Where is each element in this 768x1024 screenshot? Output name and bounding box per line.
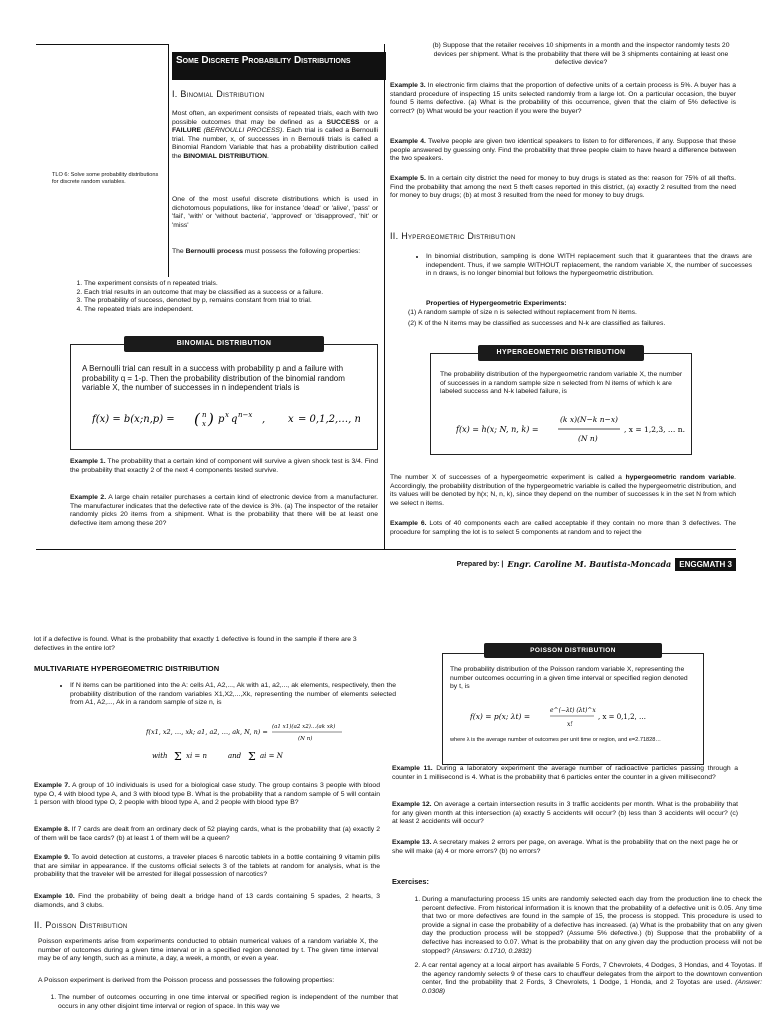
svg-text:Σ: Σ	[174, 750, 182, 763]
exercise-item: 1. During a manufacturing process 15 units are randomly selected each day from the production line to check the percent defective. From historical information it is known that the probability of a defective unit is 0.05. Any time that two or more defectives are found in the sample of 15, the process is stopped. This procedure is used to provide a signal in case the probability of a defective has increased. (a) What is the probability that on any given day the production process will be stopped? (Assume 5% defective.) (b) Suppose that the probability of a defective has increased to 0.07. What is the probability that on any given day the production process will not be stopped? (Answers: 0.1710, 0.2832)	[422, 896, 762, 956]
hypergeometric-prop-2: (2) K of the N items may be classified as successes and N-k are classified as failures.	[408, 320, 666, 327]
list-item: 1. The experiment consists of n repeated trials.	[84, 280, 404, 289]
svg-text:f(x) = h(x; N, n, k) =: f(x) = h(x; N, n, k) =	[456, 425, 539, 434]
example-1: Example 1. The probability that a certain kind of component will survive a given shock test is 3/4. Find the probability that exactly 2 of the next 4 components tested survive.	[70, 458, 378, 474]
list-item: 3. The probability of success, denoted by p, remains constant from trial to trial.	[84, 297, 404, 306]
tlo-text: TLO 6: Solve some probability distributions for discrete random variables.	[52, 172, 159, 186]
poisson-intro: Poisson experiments arise from experiments conducted to obtain numerical values of a random variable X, the number of outcomes during a given time interval or in a specified region denoted by t. The given time interval may be of any length, such as a minute, a day, a week, a month, or even a year.	[38, 938, 378, 963]
binomial-box	[70, 344, 378, 450]
exercise-item: 2. A car rental agency at a local airport has available 5 Fords, 7 Chevrolets, 4 Dodges, 3 Hondas, and 4 Toyotas. If the agency randomly selects 9 of these cars to chauffeur delegates from the airport to the downtown convention center, find the probability that 2 Fords, 3 Chevrolets, 1 Dodge, 1 Honda, and 2 Toyotas are used. (Answer: 0.0308)	[422, 962, 762, 996]
footer-prepared: Prepared by: |	[456, 560, 504, 568]
svg-text:x: x	[288, 414, 294, 425]
list-item: 4. The repeated trials are independent.	[84, 306, 404, 315]
svg-text:(N n): (N n)	[298, 736, 313, 742]
hypergeometric-box-title: HYPERGEOMETRIC DISTRIBUTION	[478, 345, 644, 361]
list-item: 1. The number of outcomes occurring in one time interval or specified region is independent of the number that occurs in any other disjoint time interval or region of space. In this way we	[58, 994, 398, 1011]
svg-text:e^(−λt) (λt)^x: e^(−λt) (λt)^x	[550, 707, 596, 714]
list-item: 2. Each trial results in an outcome that may be classified as a success or a failure.	[84, 289, 404, 298]
binomial-intro: Most often, an experiment consists of repeated trials, each with two possible outcomes that may be defined as a SUCCESS or a FAILURE (BERNOULLI PROCESS). Each trial is called a Bernoulli trial. The number, x, of successes in n Bernoulli trials is called a Binomial Random Variable that has a probability distribution called the BINOMIAL DISTRIBUTION.	[172, 110, 378, 160]
example-5: Example 5. In a certain city district the need for money to buy drugs is stated as the: reason for 75% of all thefts. Find the probability that among the next 5 theft cases reported in this district, (a) exactly 2 resulted from the need for money to buy drugs; (b) at most 3 resulted from the need for money to buy drugs.	[390, 175, 736, 200]
binomial-box-title: BINOMIAL DISTRIBUTION	[124, 336, 324, 352]
example-2b: (b) Suppose that the retailer receives 10 shipments in a month and the inspector randomly tests 20 devices per shipment. What is the probability that there will be 3 shipments containing at least one defective device?	[432, 42, 730, 67]
svg-text:(N n): (N n)	[578, 434, 598, 443]
example-4: Example 4. Twelve people are given two identical speakers to listen to for differences, if any. Suppose that these people answered by guessing only. Find the probability that three people claim to have heard a difference between the two speakers.	[390, 138, 737, 163]
binomial-formula-svg	[92, 408, 360, 430]
footer	[420, 556, 736, 572]
svg-text:x: x	[225, 411, 229, 419]
multivariate-formula-svg	[146, 718, 366, 774]
page-2	[0, 620, 768, 1024]
footer-rule	[36, 549, 736, 550]
poisson-properties	[38, 994, 398, 1011]
footer-course: ENGGMATH 3	[675, 558, 736, 571]
exercises-title: Exercises:	[392, 877, 429, 886]
svg-text:n: n	[202, 411, 207, 419]
poisson-formula	[470, 702, 690, 732]
poisson-box-note: where λ is the average number of outcomes per unit time or region, and e=2.71828…	[450, 737, 661, 743]
binomial-heading: I. Binomial Distribution	[172, 89, 265, 99]
svg-text:x: x	[202, 420, 206, 428]
svg-text:f(x) = b(x;n,p) =: f(x) = b(x;n,p) =	[92, 414, 175, 425]
bernoulli-process-text: The Bernoulli process must possess the following properties:	[172, 248, 361, 255]
multivariate-bullets	[54, 682, 396, 708]
svg-text:): )	[208, 410, 214, 428]
svg-text:p: p	[218, 414, 225, 425]
list-item: • If N items can be partitioned into the A: cells A1, A2,..., Ak with a1, a2,..., ak elements, respectively, then the probability distribution of the random variables X1,X2,...,Xk, representing the number of elements selected from A1, A2,..., Ak in a random sample of size n, is	[70, 682, 396, 708]
poisson-experiment-text: A Poisson experiment is derived from the Poisson process and possesses the following properties:	[38, 977, 335, 984]
example-8: Example 8. If 7 cards are dealt from an ordinary deck of 52 playing cards, what is the probability that (a) exactly 2 of them will be face cards? (b) at least 1 of them will be a queen?	[34, 826, 380, 842]
hypergeometric-formula	[456, 408, 686, 448]
example-6-continued: lot if a defective is found. What is the probability that exactly 1 defective is found in the sample if there are 3 defectives in the entire lot?	[34, 636, 357, 652]
svg-text:, x = 1,2,3, … n.: , x = 1,2,3, … n.	[624, 425, 685, 434]
svg-text:q: q	[231, 414, 238, 425]
example-12: Example 12. On average a certain intersection results in 3 traffic accidents per month. What is the probability that for any given month at this intersection (a) exactly 5 accidents will occur? (b) less than 3 accidents will occur? (c) at least 2 accidents will occur?	[392, 801, 738, 826]
svg-text:f(x1, x2, …, xk; a1, a2, …, ak: f(x1, x2, …, xk; a1, a2, …, ak, N, n) =	[146, 728, 268, 736]
svg-text:, x = 0,1,2, …: , x = 0,1,2, …	[598, 713, 646, 721]
exercises-list	[396, 896, 762, 997]
example-3: Example 3. In electronic firm claims that the proportion of defective units of a certain process is 5%. A buyer has a standard procedure of inspecting 15 units selected randomly from a large lot. On a particular occasion, the buyer found 5 items defective. (a) What is the probability of this occurrence, given that the claim of 5% defective is correct? (b) What would be your reaction if you were the buyer?	[390, 82, 736, 115]
footer-author: Engr. Caroline M. Bautista-Moncada	[507, 559, 672, 569]
hypergeometric-prop-1: (1) A random sample of size n is selected without replacement from N items.	[408, 309, 637, 316]
hypergeometric-rv-text: The number X of successes of a hypergeometric experiment is called a hypergeometric random variable. Accordingly, the probability distribution of the hypergeometric variable is called the hypergeometric distribution, and its values will be denoted by h(x; N, n, k), since they depend on the number of successes k in the set N from which we select n items.	[390, 474, 737, 507]
example-6: Example 6. Lots of 40 components each are called acceptable if they contain no more than 3 defectives. The procedure for sampling the lot is to select 5 components at random and to reject the	[390, 520, 737, 536]
poisson-box-text: The probability distribution of the Poisson random variable X, representing the number outcomes occurring in a given time interval or specified region denoted by t, is	[450, 666, 688, 691]
example-11: Example 11. During a laboratory experiment the average number of radioactive particles passing through a counter in 1 millisecond is 4. What is the probability that 6 particles enter the counter in a given millisecond?	[392, 765, 738, 781]
hypergeometric-formula-svg	[456, 408, 686, 448]
svg-text:Σ: Σ	[248, 750, 256, 763]
page-title: Some Discrete Probability Distributions	[172, 52, 386, 80]
bernoulli-properties	[62, 280, 404, 314]
svg-text:and: and	[228, 752, 242, 760]
hypergeometric-bullets	[410, 253, 752, 279]
svg-text:ai = N: ai = N	[260, 752, 283, 760]
example-9: Example 9. To avoid detection at customs, a traveler places 6 narcotic tablets in a bottle containing 9 vitamin pills that are similar in appearance. If the customs official selects 3 of the tablets at random for analysis, what is the probability that the traveler will be arrested for illegal possession of narcotics?	[34, 854, 380, 879]
left-margin-frame	[36, 44, 169, 277]
hypergeometric-box-text: The probability distribution of the hypergeometric random variable X, the number of successes in a random sample size n selected from N items of which k are labeled success and N-k labeled failure, is	[440, 371, 683, 396]
svg-text:(: (	[194, 410, 200, 428]
column-divider	[384, 44, 385, 549]
multivariate-formula	[146, 718, 366, 774]
multivariate-heading: MULTIVARIATE HYPERGEOMETRIC DISTRIBUTION	[34, 664, 220, 673]
svg-text:n−x: n−x	[238, 411, 253, 419]
poisson-heading: II. Poisson Distribution	[34, 920, 128, 930]
svg-text:(a1 x1)(a2 x2)…(ak xk): (a1 x1)(a2 x2)…(ak xk)	[272, 724, 336, 730]
svg-text:x!: x!	[567, 721, 573, 728]
example-10: Example 10. Find the probability of being dealt a bridge hand of 13 cards containing 5 spades, 2 hearts, 3 diamonds, and 3 clubs.	[34, 893, 380, 909]
poisson-box-title: POISSON DISTRIBUTION	[484, 643, 662, 658]
svg-text:f(x) = p(x; λt) =: f(x) = p(x; λt) =	[470, 712, 531, 721]
svg-text:(k x)(N−k n−x): (k x)(N−k n−x)	[560, 415, 618, 424]
list-item: • In binomial distribution, sampling is done WITH replacement such that it guarantees that the draws are independent. Thus, if we sample WITHOUT replacement, the random variable X, the number of successes in n draws, is no longer binomial but follows the hypergeometric distribution.	[426, 253, 752, 279]
svg-text:xi = n: xi = n	[186, 752, 208, 760]
binomial-usage: One of the most useful discrete distributions which is used in dichotomous populations, like for instance 'dead' or 'alive', 'pass' or 'fail', 'with' or 'without bacteria', 'approved' or 'disapproved', 'hit' or 'miss'	[172, 196, 378, 229]
binomial-formula	[92, 408, 360, 433]
binomial-box-text: A Bernoulli trial can result in a success with probability p and a failure with probability q = 1-p. Then the probability distribution of the binomial random variable X, the number of successes in n independent trials is	[82, 364, 345, 393]
svg-text:= 0,1,2,…, n: = 0,1,2,…, n	[298, 414, 360, 425]
svg-text:,: ,	[262, 414, 266, 425]
hypergeometric-props-title: Properties of Hypergeometric Experiments:	[426, 300, 567, 307]
example-7: Example 7. A group of 10 individuals is used for a biological case study. The group contains 3 people with blood type O, 4 with blood type A, and 3 with blood type B. What is the probability that a random sample of 5 will contain 1 person with blood type O, 2 people with blood type A, and 2 people with blood type B?	[34, 782, 380, 807]
svg-text:with: with	[152, 752, 168, 760]
poisson-formula-svg	[470, 702, 690, 732]
example-2: Example 2. A large chain retailer purchases a certain kind of electronic device from a manufacturer. The manufacturer indicates that the defective rate of the device is 3%. (a) The inspector of the retailer randomly picks 20 items from a shipment. What is the probability that there will be at least one defective item among these 20?	[70, 494, 378, 527]
hypergeometric-heading: II. Hypergeometric Distribution	[390, 231, 516, 241]
example-13: Example 13. A secretary makes 2 errors per page, on average. What is the probability that on the next page he or she will make (a) 4 or more errors? (b) no errors?	[392, 839, 739, 855]
